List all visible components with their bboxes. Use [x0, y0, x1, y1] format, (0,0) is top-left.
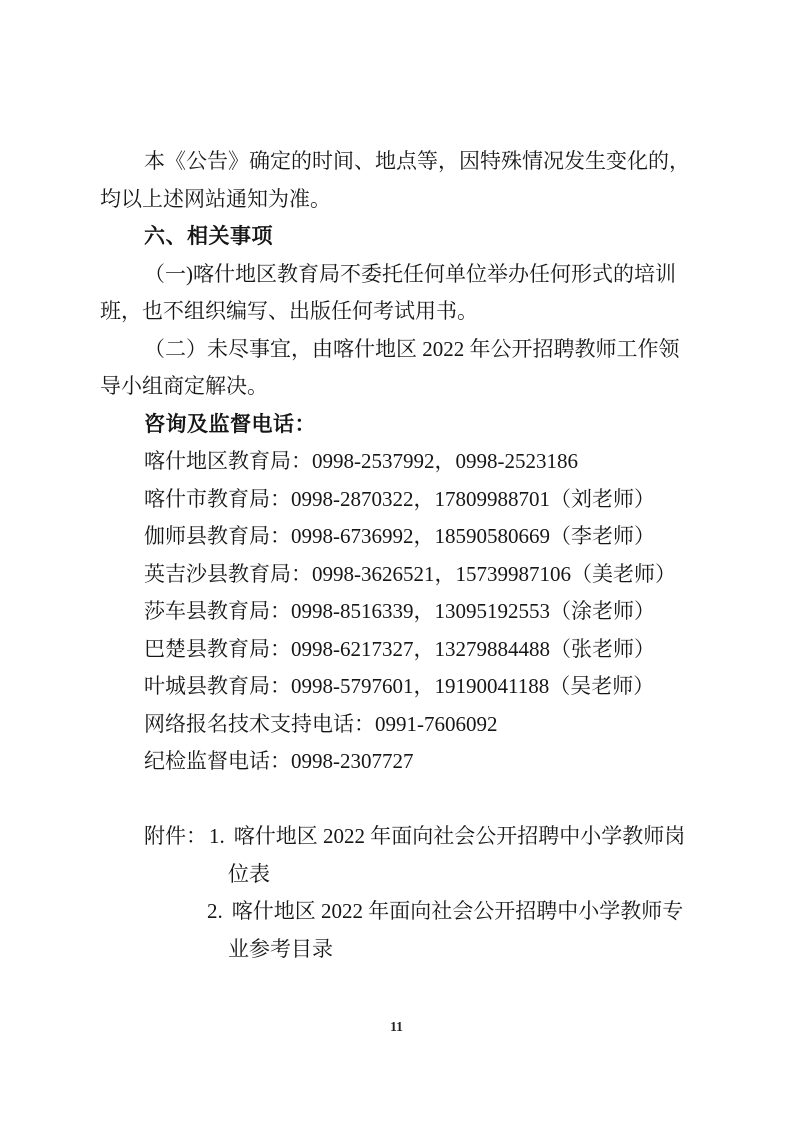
page-number: 11 — [390, 1019, 403, 1034]
phone-line-tech-support: 网络报名技术支持电话：0991-7606092 — [144, 711, 498, 736]
attachment-2-title-line-1: 喀什地区 2022 年面向社会公开招聘中小学教师专 — [231, 899, 684, 923]
attachment-2-number: 2. — [207, 899, 223, 923]
attachments-label: 附件： — [144, 824, 207, 848]
phone-line-yengisar: 英吉沙县教育局：0998-3626521，15739987106（美老师） — [144, 561, 676, 586]
intro-paragraph-line-1: 本《公告》确定的时间、地点等，因特殊情况发生变化的， — [144, 149, 690, 173]
item-1-line-2: 班，也不组织编写、出版任何考试用书。 — [100, 299, 478, 323]
item-2-line-2: 导小组商定解决。 — [100, 374, 268, 398]
attachment-1-title-line-1: 喀什地区 2022 年面向社会公开招聘中小学教师岗 — [233, 824, 686, 848]
phone-line-yecheng: 叶城县教育局：0998-5797601，19190041188（吴老师） — [144, 674, 655, 698]
attachment-1-title-line-2: 位表 — [228, 861, 270, 886]
blank-spacer — [100, 781, 700, 819]
phone-line-shache: 莎车县教育局：0998-8516339，13095192553（涂老师） — [144, 599, 655, 623]
phone-line-jiashi: 伽师县教育局：0998-6736992，18590580669（李老师） — [144, 524, 655, 548]
contact-heading: 咨询及监督电话： — [144, 412, 316, 436]
phone-line-discipline: 纪检监督电话：0998-2307727 — [144, 749, 414, 773]
item-1-line-1: （一)喀什地区教育局不委托任何单位举办任何形式的培训 — [144, 261, 676, 286]
attachment-2-title-line-2: 业参考目录 — [228, 936, 333, 961]
attachment-item-1-row-2 — [100, 856, 700, 894]
section-6-heading: 六、相关事项 — [144, 225, 273, 248]
document-body — [100, 143, 700, 968]
attachment-item-2-row-1 — [100, 893, 700, 931]
attachment-item-1-row-1 — [100, 818, 700, 856]
phone-line-kashgar-prefecture: 喀什地区教育局：0998-2537992，0998-2523186 — [144, 449, 578, 473]
attachment-item-2-row-2 — [100, 931, 700, 969]
phone-line-kashgar-city: 喀什市教育局：0998-2870322，17809988701（刘老师） — [144, 486, 655, 511]
phone-line-bachu: 巴楚县教育局：0998-6217327，13279884488（张老师） — [144, 636, 655, 661]
item-2-line-1: （二）未尽事宜，由喀什地区 2022 年公开招聘教师工作领 — [144, 336, 680, 361]
intro-paragraph-line-2: 均以上述网站通知为准。 — [100, 186, 331, 211]
attachment-1-number: 1. — [209, 824, 225, 848]
